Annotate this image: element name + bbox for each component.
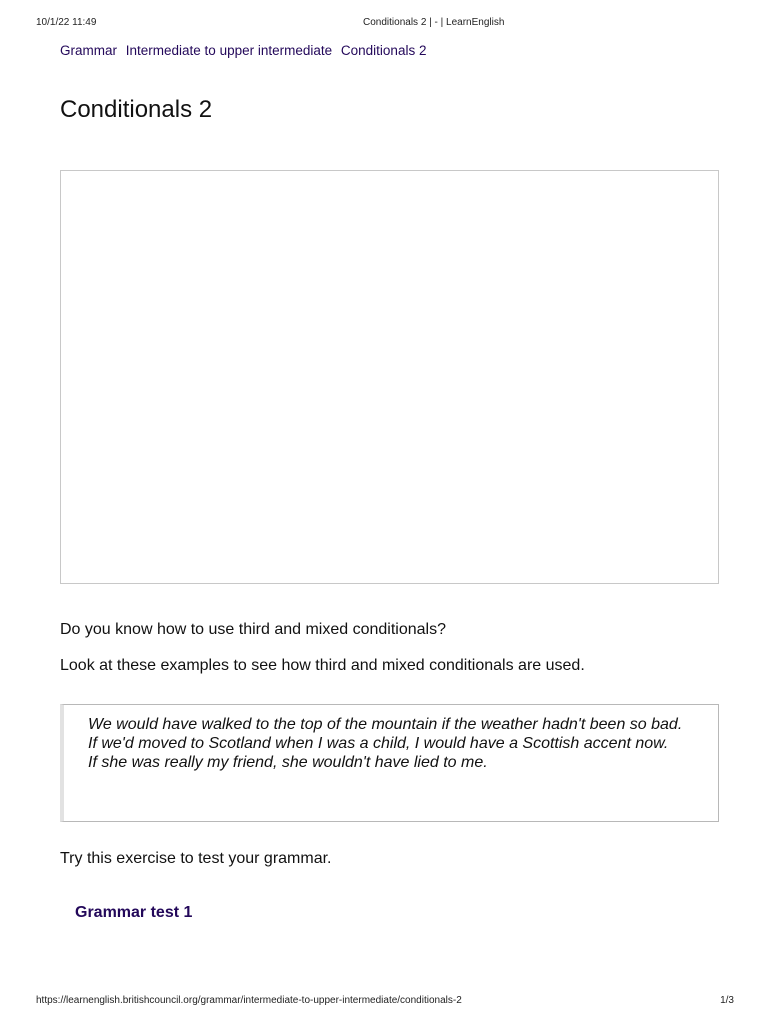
print-footer [36,995,734,1009]
examples-list [88,715,696,772]
print-page-number: 1/3 [720,995,734,1006]
examples-box [60,704,719,822]
print-header [36,17,732,31]
example-sentence: We would have walked to the top of the mountain if the weather hadn't been so bad. [88,716,683,733]
page-title: Conditionals 2 [60,96,213,123]
breadcrumb [60,43,431,58]
intro-question: Do you know how to use third and mixed conditionals? [60,621,446,638]
breadcrumb-grammar[interactable]: Grammar [60,43,117,58]
print-page-title: Conditionals 2 | - | LearnEnglish [363,17,505,28]
intro-text: Look at these examples to see how third and mixed conditionals are used. [60,657,585,674]
example-sentence: If we'd moved to Scotland when I was a child, I would have a Scottish accent now. [88,735,669,752]
breadcrumb-intermediate-to-upper-intermediate[interactable]: Intermediate to upper intermediate [125,43,333,58]
exercise-text: Try this exercise to test your grammar. [60,850,332,867]
print-datetime: 10/1/22 11:49 [36,17,97,28]
example-sentence: If she was really my friend, she wouldn't have lied to me. [88,754,488,771]
print-url: https://learnenglish.britishcouncil.org/grammar/intermediate-to-upper-intermediate/conditionals-2 [36,995,462,1006]
embedded-video-frame[interactable] [60,170,719,584]
breadcrumb-conditionals-2[interactable]: Conditionals 2 [340,43,427,58]
grammar-test-1-link[interactable]: Grammar test 1 [75,904,193,921]
